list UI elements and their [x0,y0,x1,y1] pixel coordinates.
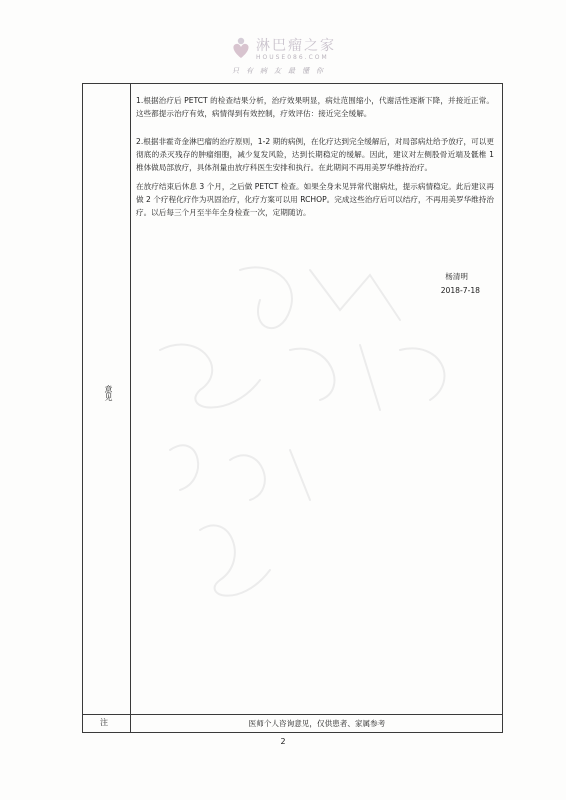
table-column-divider [130,83,131,733]
opinion-paragraph-2: 2.根据非霍奇金淋巴瘤的治疗原则，1-2 期的病例，在化疗达到完全缓解后，对局部病灶给予放疗，可以更彻底的杀灭残存的肿瘤细胞，减少复发风险，达到长期稳定的缓解。因此，建议对左侧股骨近端及骶椎 1 椎体做局部放疗，具体剂量由放疗科医生安排和执行。在此期间不再用美罗华维持治疗。 [136,137,494,172]
site-logo [226,32,356,82]
heart-hands-icon [230,36,252,60]
logo-title: 淋巴瘤之家 [256,38,336,54]
logo-url: HOUSE086.COM [256,54,329,61]
page-number: 2 [280,737,286,746]
note-label: 注 [100,718,108,727]
table-row-divider [82,714,503,715]
note-text: 医师个人咨询意见，仅供患者、家属参考 [248,719,386,728]
signature-name: 杨清明 [445,272,468,281]
opinion-paragraph-3: 在放疗结束后休息 3 个月，之后做 PETCT 检查。如果全身未见异常代谢病灶，提示病情稳定。此后建议再做 2 个疗程化疗作为巩固治疗，化疗方案可以用 RCHOP。完成这些治疗后可以结疗，不再用美罗华维持治疗。以后每三个月至半年全身检查一次，定期随访。 [136,182,494,217]
opinion-label: 意见 [104,385,113,401]
signature-date: 2018-7-18 [440,286,480,295]
logo-slogan: 只有病友最懂你 [232,67,330,75]
signature-block [420,270,480,298]
opinion-paragraph-1: 1.根据治疗后 PETCT 的检查结果分析，治疗效果明显，病灶范围缩小，代谢活性逐渐下降，并接近正常。这些都提示治疗有效，病情得到有效控制，疗效评估：接近完全缓解。 [136,96,494,118]
handwriting-show-through [140,250,500,630]
opinion-content [136,94,494,234]
